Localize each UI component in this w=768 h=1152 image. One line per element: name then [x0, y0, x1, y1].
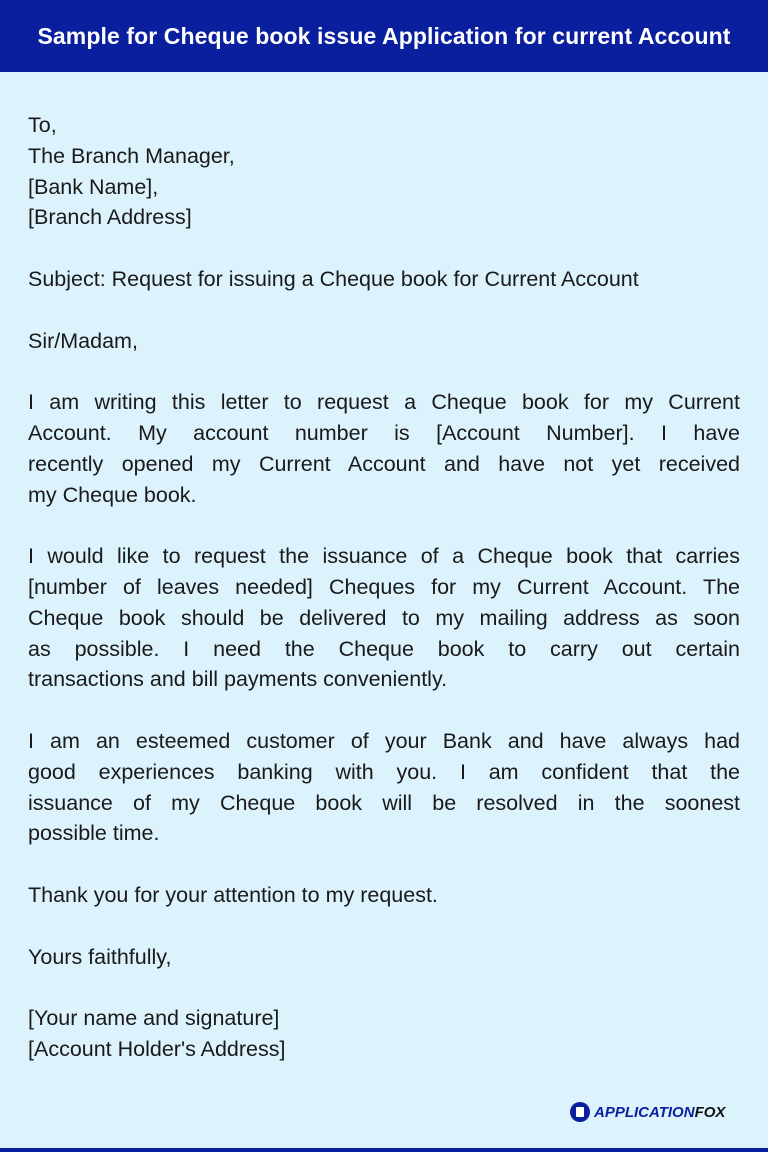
blank-line	[28, 295, 740, 326]
letter-line: I am an esteemed customer of your Bank and have always had	[28, 728, 740, 753]
letter-line: Thank you for your attention to my request.	[28, 882, 438, 907]
blank-line	[28, 510, 740, 541]
letter-line: The Branch Manager,	[28, 143, 235, 168]
bottom-bar	[0, 1148, 768, 1152]
letter-line: Sir/Madam,	[28, 328, 138, 353]
letter-line: issuance of my Cheque book will be resolved in the soonest	[28, 790, 740, 815]
letter-line: To,	[28, 113, 57, 137]
letter-line: as possible. I need the Cheque book to carry out certain	[28, 636, 740, 661]
letter-line: Yours faithfully,	[28, 944, 172, 969]
blank-line	[28, 695, 740, 726]
blank-line	[28, 233, 740, 264]
header-banner	[0, 0, 768, 72]
blank-line	[28, 849, 740, 880]
letter-line: [Bank Name],	[28, 174, 159, 199]
page-title: Sample for Cheque book issue Application for current Account	[37, 22, 731, 49]
blank-line	[28, 356, 740, 387]
letter-line: [Account Holder's Address]	[28, 1036, 286, 1061]
blank-line	[28, 972, 740, 1003]
letter-line: possible time.	[28, 821, 160, 846]
letter-line: my Cheque book.	[28, 482, 197, 507]
letter-line: Cheque book should be delivered to my mailing address as soon	[28, 605, 740, 630]
letter-line: [Branch Address]	[28, 205, 192, 230]
letter-line: Account. My account number is [Account Number]. I have	[28, 420, 740, 445]
blank-line	[28, 911, 740, 942]
applicationfox-logo	[570, 1102, 725, 1122]
letter-line: I would like to request the issuance of a Cheque book that carries	[28, 544, 740, 569]
letter-line: Subject: Request for issuing a Cheque book for Current Account	[28, 266, 639, 291]
letter-line: recently opened my Current Account and have not yet received	[28, 451, 740, 476]
letter-line: I am writing this letter to request a Cheque book for my Current	[28, 390, 740, 415]
letter-line: transactions and bill payments conveniently.	[28, 667, 448, 692]
logo-text-fox: FOX	[694, 1103, 726, 1121]
document-icon	[570, 1102, 590, 1122]
logo-text-application: APPLICATION	[594, 1103, 695, 1121]
letter-line: [number of leaves needed] Cheques for my Current Account. The	[28, 574, 740, 599]
letter-line: good experiences banking with you. I am confident that the	[28, 759, 740, 784]
letter-body	[28, 110, 740, 1065]
letter-line: [Your name and signature]	[28, 1006, 280, 1031]
